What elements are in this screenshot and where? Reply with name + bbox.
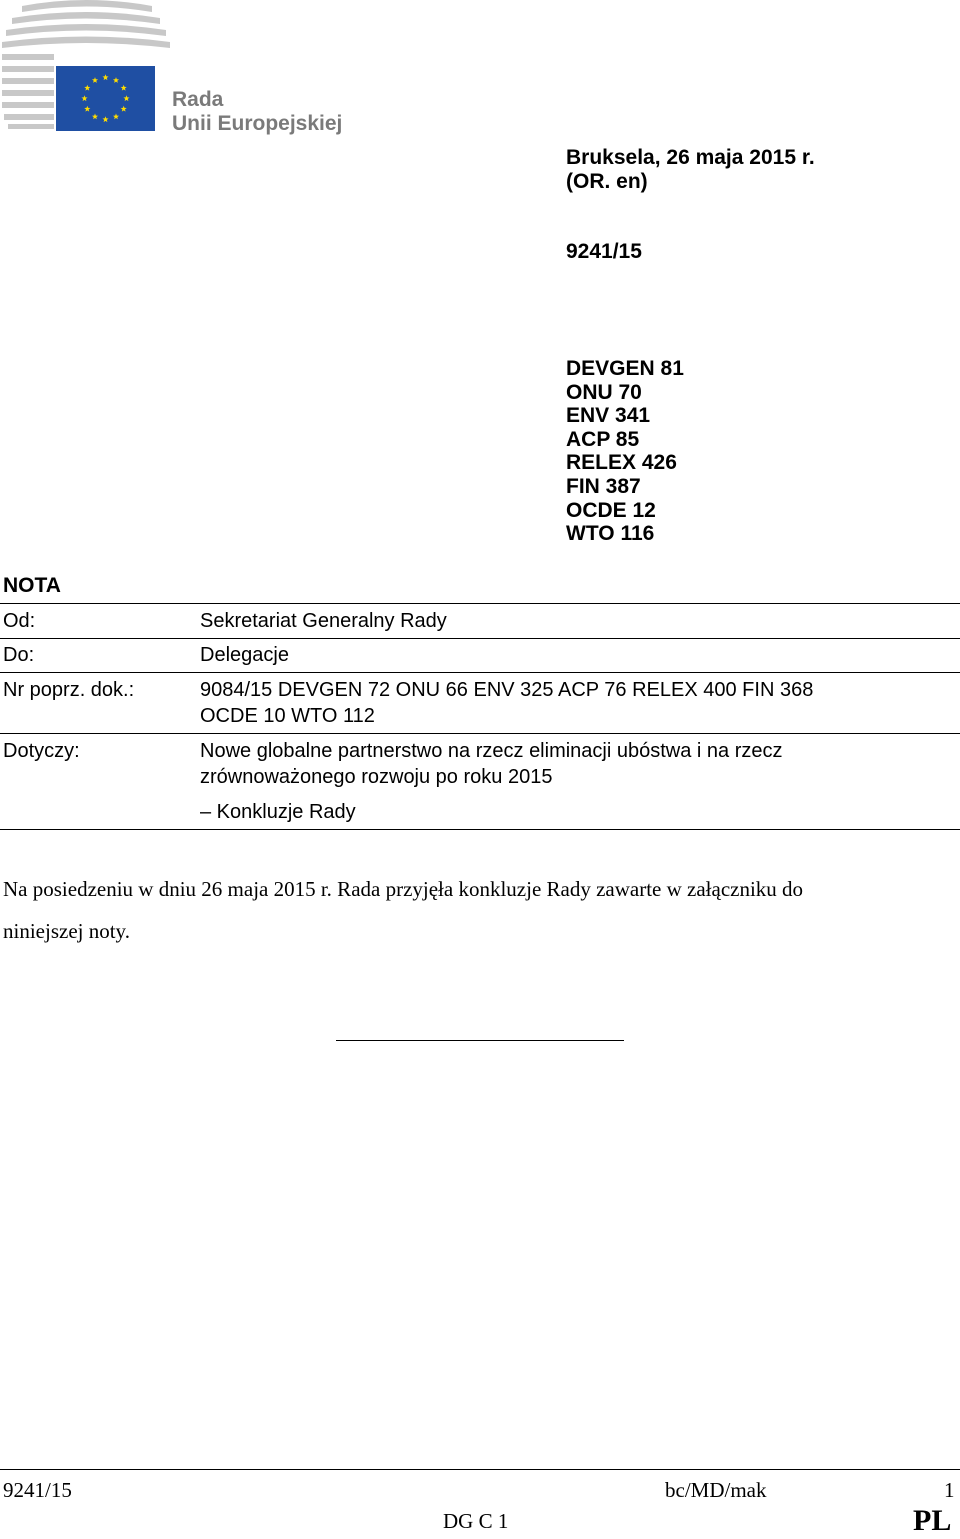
to-value: Delegacje xyxy=(200,644,289,666)
previous-doc-value-line1: 9084/15 DEVGEN 72 ONU 66 ENV 325 ACP 76 RELEX 400 FIN 368 xyxy=(200,679,814,701)
logo-line-2: Unii Europejskiej xyxy=(172,112,343,135)
from-label: Od: xyxy=(3,610,36,632)
footer-dg: DG C 1 xyxy=(443,1509,509,1533)
subject-label: Dotyczy: xyxy=(3,740,80,762)
logo-text xyxy=(172,88,342,136)
divider xyxy=(0,638,960,639)
footer-initials: bc/MD/mak xyxy=(665,1478,767,1502)
code-item: ONU 70 xyxy=(566,380,642,404)
divider xyxy=(0,603,960,604)
code-item: FIN 387 xyxy=(566,474,641,498)
logo-line-1: Rada xyxy=(172,88,224,111)
footer-language: PL xyxy=(913,1504,952,1537)
divider xyxy=(0,733,960,734)
eu-flag-icon xyxy=(56,66,155,131)
footer-doc-number: 9241/15 xyxy=(3,1478,72,1502)
body-line-1: Na posiedzeniu w dniu 26 maja 2015 r. Rada przyjęła konkluzje Rady zawarte w załączniku do xyxy=(3,877,804,901)
code-item: DEVGEN 81 xyxy=(566,357,684,380)
document-number: 9241/15 xyxy=(566,240,642,263)
code-item: RELEX 426 xyxy=(566,451,677,475)
body-paragraph xyxy=(3,868,943,952)
code-item: ACP 85 xyxy=(566,427,640,451)
subject-line2: zrównoważonego rozwoju po roku 2015 xyxy=(200,766,553,788)
divider xyxy=(0,672,960,673)
divider xyxy=(0,829,960,830)
note-title: NOTA xyxy=(3,574,61,597)
from-value: Sekretariat Generalny Rady xyxy=(200,610,447,632)
previous-doc-value-line2: OCDE 10 WTO 112 xyxy=(200,705,375,727)
code-item: ENV 341 xyxy=(566,404,651,428)
previous-doc-label: Nr poprz. dok.: xyxy=(3,679,135,701)
code-item: WTO 116 xyxy=(566,522,655,546)
subject-line1: Nowe globalne partnerstwo na rzecz eliminacji ubóstwa i na rzecz xyxy=(200,740,783,762)
code-item: OCDE 12 xyxy=(566,498,656,522)
place-date: Bruksela, 26 maja 2015 r. xyxy=(566,146,815,169)
to-label: Do: xyxy=(3,644,35,666)
footer-divider xyxy=(0,1469,960,1470)
end-separator xyxy=(336,1040,624,1041)
original-language: (OR. en) xyxy=(566,170,648,193)
footer-page-number: 1 xyxy=(944,1478,955,1502)
body-line-2: niniejszej noty. xyxy=(3,919,130,943)
subject-line3: – Konkluzje Rady xyxy=(200,801,356,823)
classification-codes xyxy=(566,357,684,546)
